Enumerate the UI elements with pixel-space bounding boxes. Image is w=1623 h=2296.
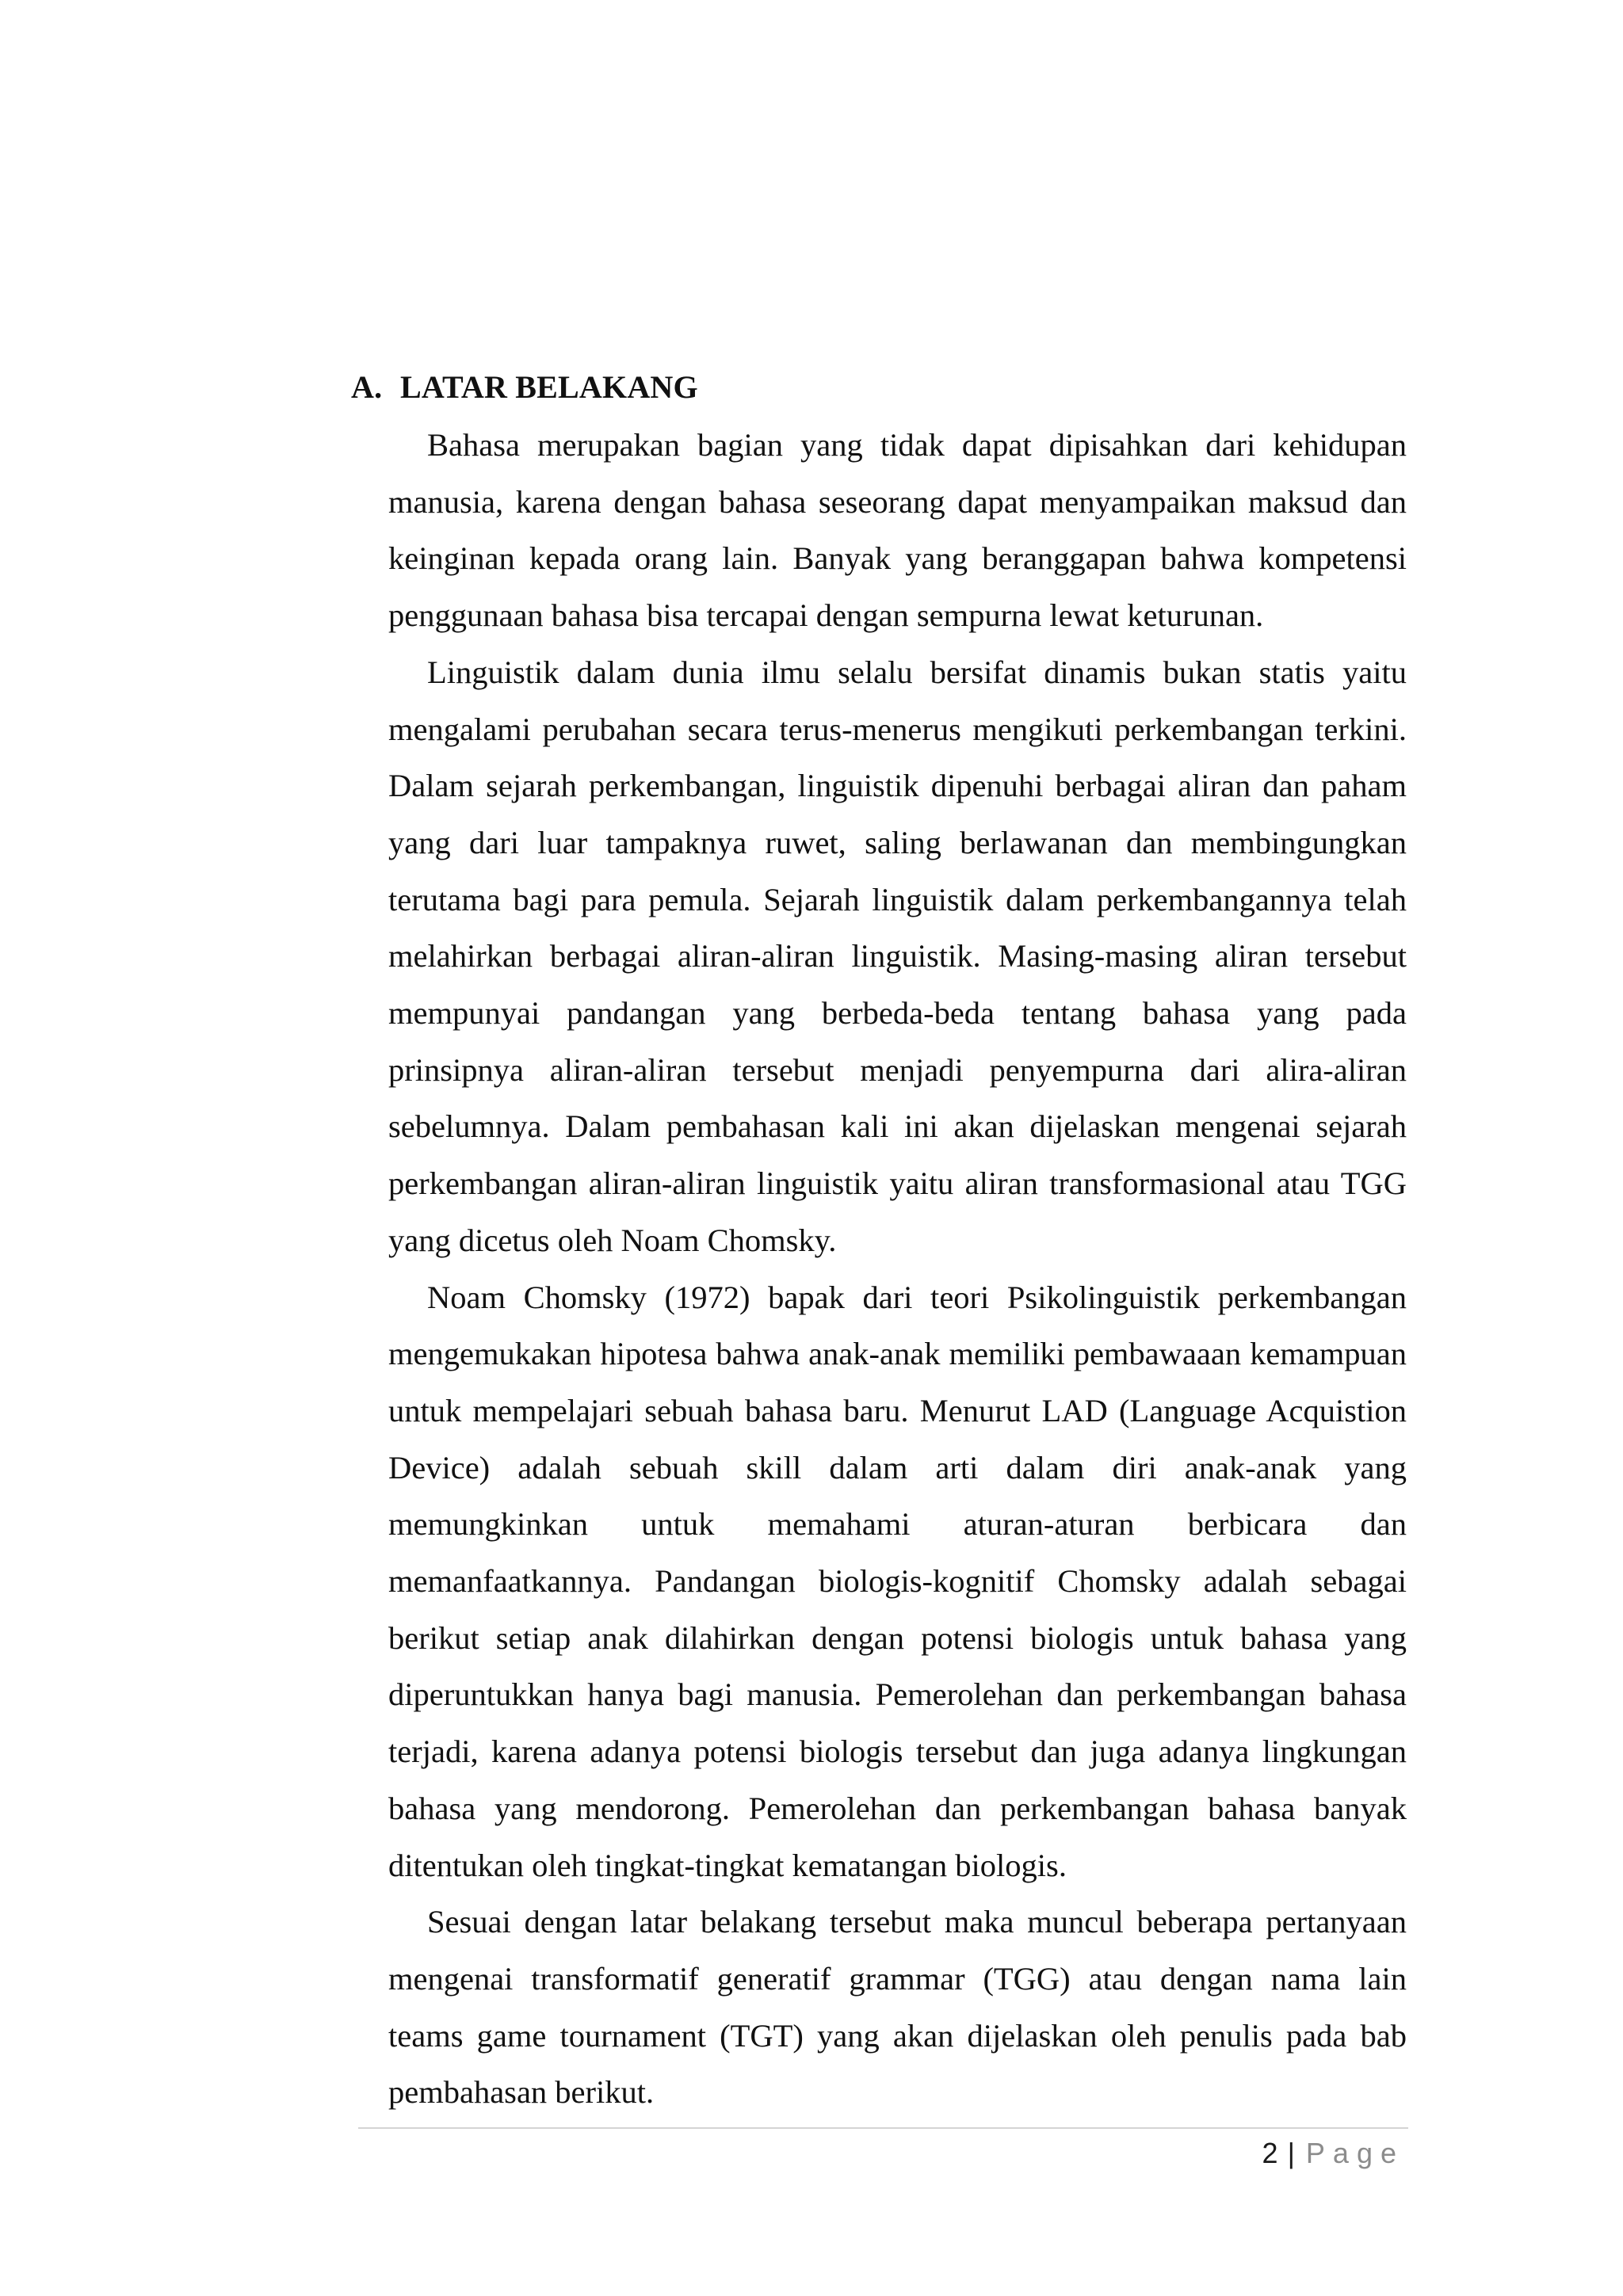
paragraph-3: Noam Chomsky (1972) bapak dari teori Psikolinguistik perkembangan mengemukakan hipotesa bahwa anak-anak memiliki pembawaaan kemampuan untuk mempelajari sebuah bahasa baru. Menurut LAD (Language Acquistion Device) adalah sebuah skill dalam arti dalam diri anak-anak yang memungkinkan untuk memahami aturan-aturan berbicara dan memanfaatkannya. Pandangan biologis-kognitif Chomsky adalah sebagai berikut setiap anak dilahirkan dengan potensi biologis untuk bahasa yang diperuntukkan hanya bagi manusia. Pemerolehan dan perkembangan bahasa terjadi, karena adanya potensi biologis tersebut dan juga adanya lingkungan bahasa yang mendorong. Pemerolehan dan perkembangan bahasa banyak ditentukan oleh tingkat-tingkat kematangan biologis. [388,1279,1407,1883]
paragraph-4: Sesuai dengan latar belakang tersebut maka muncul beberapa pertanyaan mengenai transformatif generatif grammar (TGG) atau dengan nama lain teams game tournament (TGT) yang akan dijelaskan oleh penulis pada bab pembahasan berikut. [388,1904,1407,2111]
section-number: A. [351,369,383,405]
footer-separator: | [1287,2137,1295,2169]
body-text [388,417,1407,2121]
page-label: Page [1305,2137,1404,2169]
footer-divider [358,2127,1408,2129]
paragraph-1: Bahasa merupakan bagian yang tidak dapat dipisahkan dari kehidupan manusia, karena dengan bahasa seseorang dapat menyampaikan maksud dan keinginan kepada orang lain. Banyak yang beranggapan bahwa kompetensi penggunaan bahasa bisa tercapai dengan sempurna lewat keturunan. [388,427,1407,634]
section-heading [351,364,698,410]
paragraph-2: Linguistik dalam dunia ilmu selalu bersifat dinamis bukan statis yaitu mengalami perubahan secara terus-menerus mengikuti perkembangan terkini. Dalam sejarah perkembangan, linguistik dipenuhi berbagai aliran dan paham yang dari luar tampaknya ruwet, saling berlawanan dan membingungkan terutama bagi para pemula. Sejarah linguistik dalam perkembangannya telah melahirkan berbagai aliran-aliran linguistik. Masing-masing aliran tersebut mempunyai pandangan yang berbeda-beda tentang bahasa yang pada prinsipnya aliran-aliran tersebut menjadi penyempurna dari alira-aliran sebelumnya. Dalam pembahasan kali ini akan dijelaskan mengenai sejarah perkembangan aliran-aliran linguistik yaitu aliran transformasional atau TGG yang dicetus oleh Noam Chomsky. [388,654,1407,1258]
page-footer [1262,2134,1404,2172]
section-title: LATAR BELAKANG [400,369,698,405]
page-number: 2 [1262,2137,1278,2169]
